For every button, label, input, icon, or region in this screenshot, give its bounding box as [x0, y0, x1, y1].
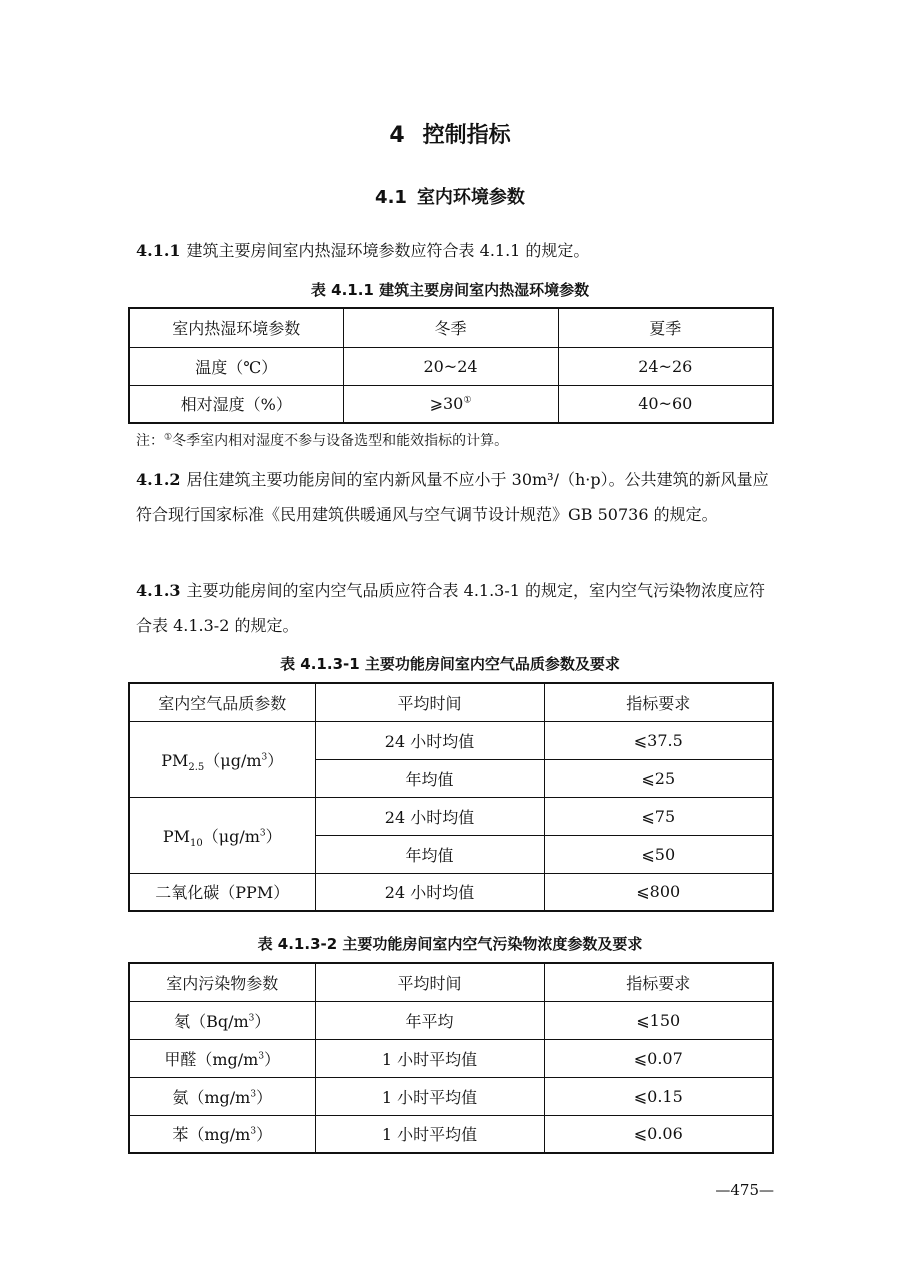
chapter-title: 控制指标	[422, 123, 511, 148]
table-row	[129, 797, 773, 835]
summer-cell: 40~60	[558, 385, 773, 423]
clause-4-1-3	[136, 573, 776, 643]
time-cell: 1 小时平均值	[315, 1077, 544, 1115]
req-cell: ⩽75	[544, 797, 773, 835]
header-cell: 室内污染物参数	[129, 963, 315, 1001]
clause-4-1-2	[136, 462, 776, 532]
clause-number: 4.1.3	[136, 581, 181, 600]
header-cell: 冬季	[343, 308, 558, 347]
page-number: —475—	[715, 1181, 774, 1199]
table-row	[129, 1001, 773, 1039]
time-cell: 24 小时均值	[315, 797, 544, 835]
clause-4-1-1	[136, 233, 776, 268]
unit-close: ）	[264, 1049, 281, 1069]
time-cell: 24 小时均值	[315, 721, 544, 759]
pm-subscript: 10	[189, 837, 203, 849]
unit-close: ）	[254, 1011, 271, 1031]
table-row	[129, 1077, 773, 1115]
unit-close: ）	[256, 1125, 273, 1145]
pm-unit: （μg/m	[202, 826, 260, 846]
header-cell: 室内热湿环境参数	[129, 308, 343, 347]
table-header-row	[129, 308, 773, 347]
winter-cell	[343, 385, 558, 423]
time-cell: 1 小时平均值	[315, 1039, 544, 1077]
time-cell: 24 小时均值	[315, 873, 544, 911]
table-row	[129, 347, 773, 385]
note-prefix: 注：	[136, 433, 164, 449]
table-4-1-1-caption: 表 4.1.1 建筑主要房间室内热湿环境参数	[310, 281, 590, 299]
pollutant-name: 氨（mg/m	[172, 1087, 251, 1107]
req-cell: ⩽37.5	[544, 721, 773, 759]
pm10-param-cell	[129, 797, 315, 873]
footnote-mark: ①	[463, 395, 472, 406]
pm-unit-close: ）	[265, 826, 282, 846]
header-cell: 平均时间	[315, 683, 544, 721]
pollutant-cell	[129, 1001, 315, 1039]
header-cell: 指标要求	[544, 683, 773, 721]
section-title: 室内环境参数	[416, 187, 525, 208]
pm-base: PM	[162, 826, 190, 846]
winter-value: ⩾30	[429, 394, 464, 414]
pollutant-name: 苯（mg/m	[172, 1125, 251, 1145]
header-cell: 指标要求	[544, 963, 773, 1001]
time-cell: 年均值	[315, 759, 544, 797]
pollutant-name: 氡（Bq/m	[174, 1011, 249, 1031]
table-row	[129, 1115, 773, 1153]
table-row	[129, 721, 773, 759]
pm25-param-cell	[129, 721, 315, 797]
pm-unit: （μg/m	[204, 750, 262, 770]
table-4-1-3-2-caption: 表 4.1.3-2 主要功能房间室内空气污染物浓度参数及要求	[257, 935, 643, 953]
table-row	[129, 385, 773, 423]
co2-param-cell: 二氧化碳（PPM）	[129, 873, 315, 911]
table-header-row	[129, 683, 773, 721]
table-row	[129, 873, 773, 911]
note-text: 冬季室内相对湿度不参与设备选型和能效指标的计算。	[172, 433, 509, 449]
header-cell: 夏季	[558, 308, 773, 347]
param-cell: 温度（℃）	[129, 347, 343, 385]
req-cell: ⩽0.07	[544, 1039, 773, 1077]
header-cell: 平均时间	[315, 963, 544, 1001]
unit-close: ）	[256, 1087, 273, 1107]
time-cell: 年平均	[315, 1001, 544, 1039]
section-heading	[0, 183, 900, 209]
param-cell: 相对湿度（%）	[129, 385, 343, 423]
unit-exp: 3	[258, 1051, 265, 1062]
clause-number: 4.1.1	[136, 241, 181, 260]
table-row	[129, 1039, 773, 1077]
unit-exp: 3	[248, 1013, 255, 1024]
header-cell: 室内空气品质参数	[129, 683, 315, 721]
req-cell: ⩽800	[544, 873, 773, 911]
pollutant-name: 甲醛（mg/m	[164, 1049, 259, 1069]
table-note	[136, 430, 508, 450]
req-cell: ⩽0.15	[544, 1077, 773, 1115]
clause-text: 建筑主要房间室内热湿环境参数应符合表 4.1.1 的规定。	[186, 241, 590, 260]
table-header-row	[129, 963, 773, 1001]
table-4-1-3-1	[128, 682, 774, 912]
table-4-1-3-2	[128, 962, 774, 1154]
pm-base: PM	[161, 750, 189, 770]
section-number: 4.1	[375, 187, 407, 208]
time-cell: 年均值	[315, 835, 544, 873]
pm-subscript: 2.5	[188, 761, 205, 773]
chapter-number: 4	[389, 123, 405, 148]
pm-unit-exp: 3	[259, 828, 266, 839]
pollutant-cell	[129, 1115, 315, 1153]
req-cell: ⩽25	[544, 759, 773, 797]
table-4-1-3-1-caption: 表 4.1.3-1 主要功能房间室内空气品质参数及要求	[280, 655, 620, 673]
pollutant-cell	[129, 1039, 315, 1077]
clause-number: 4.1.2	[136, 470, 181, 489]
unit-exp: 3	[250, 1089, 257, 1100]
unit-exp: 3	[250, 1126, 257, 1137]
winter-cell: 20~24	[343, 347, 558, 385]
pm-unit-exp: 3	[261, 752, 268, 763]
req-cell: ⩽0.06	[544, 1115, 773, 1153]
clause-text: 主要功能房间的室内空气品质应符合表 4.1.3-1 的规定，室内空气污染物浓度应符合表 4.1.3-2 的规定。	[136, 581, 766, 635]
clause-text: 居住建筑主要功能房间的室内新风量不应小于 30m³/（h·p）。公共建筑的新风量应符合现行国家标准《民用建筑供暖通风与空气调节设计规范》GB 50736 的规定。	[136, 470, 769, 524]
chapter-heading	[0, 118, 900, 149]
pollutant-cell	[129, 1077, 315, 1115]
summer-cell: 24~26	[558, 347, 773, 385]
note-mark: ①	[164, 432, 173, 443]
req-cell: ⩽150	[544, 1001, 773, 1039]
req-cell: ⩽50	[544, 835, 773, 873]
time-cell: 1 小时平均值	[315, 1115, 544, 1153]
pm-unit-close: ）	[267, 750, 284, 770]
table-4-1-1	[128, 307, 774, 424]
